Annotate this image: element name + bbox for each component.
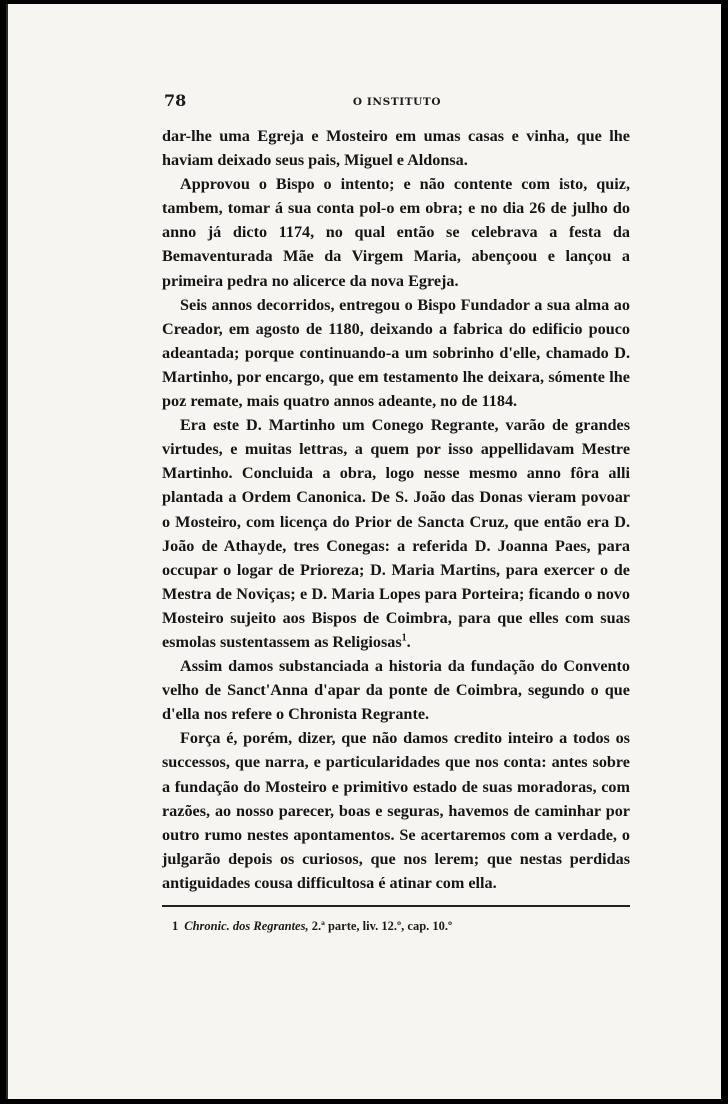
paragraph-3: Seis annos decorridos, entregou o Bispo Fundador a sua alma ao Creador, em agosto de 1180, deixando a fabrica do edificio pouco adeantada; porque continuando-a um sobrinho d'elle, chamado D. Martinho, por encargo, que em testamento lhe deixara, sómente lhe poz remate, mais quatro annos adeante, no de 1184. (162, 295, 630, 411)
footnote-rule (162, 905, 630, 907)
footnote-title: Chronic. dos Regrantes, (184, 919, 309, 933)
footnote (172, 918, 632, 934)
paragraph-4-text: Era este D. Martinho um Conego Regrante, varão de grandes virtudes, e muitas lettras, a quem por isso appellidavam Mestre Martinho. Concluida a obra, logo nesse mesmo anno fôra alli plantada a Ordem Canonica. De S. João das Donas vieram povoar o Mosteiro, com licença do Prior de Sancta Cruz, que então era D. João de Athayde, tres Conegas: a referida D. Joanna Paes, para occupar o logar de Prioreza; D. Maria Martins, para exercer o de Mestra de Noviças; e D. Maria Lopes para Porteira; ficando o novo Mosteiro sujeito aos Bispos de Coimbra, para que elles com suas esmolas sustentassem as Religiosas (162, 416, 630, 651)
footnote-citation: 2.ª parte, liv. 12.º, cap. 10.º (308, 919, 453, 933)
page-number: 78 (164, 91, 187, 110)
footnote-mark: 1 (172, 919, 179, 933)
page-header (164, 92, 630, 112)
paragraph-1: dar-lhe uma Egreja e Mosteiro em umas casas e vinha, que lhe haviam deixado seus pais, Miguel e Aldonsa. (162, 127, 630, 170)
footnote-reference: 1 (401, 632, 407, 644)
paragraph-5: Assim damos substanciada a historia da fundação do Convento velho de Sanct'Anna d'apar da ponte de Coimbra, segundo o que d'ella nos refere o Chronista Regrante. (162, 657, 630, 724)
body-text (162, 124, 630, 895)
running-head: O INSTITUTO (352, 96, 442, 108)
paragraph-6: Força é, porém, dizer, que não damos credito inteiro a todos os successos, que narra, e particularidades que nos conta: antes sobre a fundação do Mosteiro e primitivo estado de suas moradoras, com razões, ao nosso parecer, boas e seguras, havemos de caminhar por outro rumo nestes apontamentos. Se acertaremos com a verdade, o julgarão depois os curiosos, que nos lerem; que nestas perdidas antiguidades cousa difficultosa é atinar com ella. (162, 729, 630, 892)
paragraph-4-end: . (406, 632, 411, 651)
paragraph-2: Approvou o Bispo o intento; e não contente com isto, quiz, tambem, tomar á sua conta pol-o em obra; e no dia 26 de julho do anno já dicto 1174, no qual então se celebrava a festa da Bemaventurada Mãe da Virgem Maria, abençoou e lançou a primeira pedra no alicerce da nova Egreja. (162, 175, 630, 290)
paragraph-4 (162, 413, 630, 654)
